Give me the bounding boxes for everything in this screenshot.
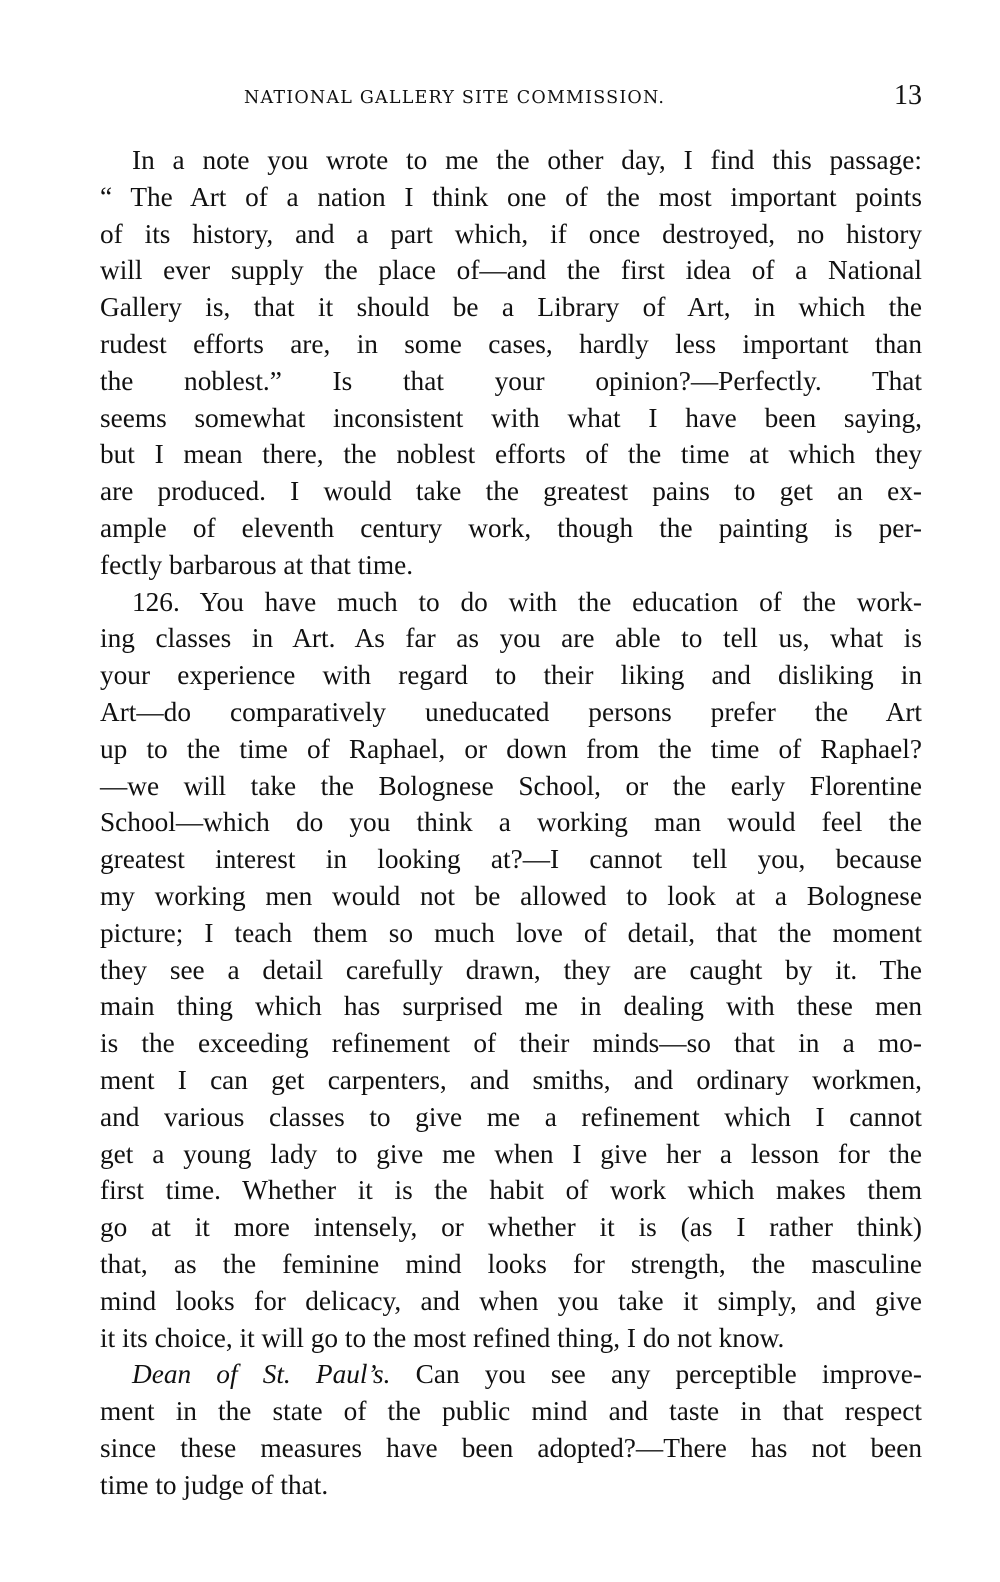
text-line: but I mean there, the noblest efforts of the time at which they	[100, 439, 922, 470]
text-line: ment in the state of the public mind and taste in that respect	[100, 1396, 922, 1427]
text-line: greatest interest in looking at?—I cannot tell you, because	[100, 844, 922, 875]
text-line: they see a detail carefully drawn, they are caught by it. The	[100, 954, 922, 985]
text-line: get a young lady to give me when I give her a lesson for the	[100, 1138, 922, 1169]
text-line: “ The Art of a nation I think one of the most important points	[100, 181, 922, 212]
text-line: ample of eleventh century work, though the painting is per-	[100, 512, 922, 543]
text-line: up to the time of Raphael, or down from the time of Raphael?	[100, 733, 922, 764]
text-line	[100, 1356, 922, 1393]
body-text	[100, 142, 922, 1503]
text-line: ment I can get carpenters, and smiths, and ordinary workmen,	[100, 1064, 922, 1095]
text-line: your experience with regard to their liking and disliking in	[100, 660, 922, 691]
text-line: 126. You have much to do with the education of the work-	[132, 586, 922, 617]
paragraph-question-126	[100, 584, 922, 1357]
paragraph-dean-question	[100, 1356, 922, 1503]
paragraph-note-passage	[100, 142, 922, 584]
text-line: first time. Whether it is the habit of work which makes them	[100, 1175, 922, 1206]
text-line: main thing which has surprised me in dealing with these men	[100, 991, 922, 1022]
text-line: seems somewhat inconsistent with what I have been saying,	[100, 402, 922, 433]
text-line: Art—do comparatively uneducated persons prefer the Art	[100, 696, 922, 727]
speaker-name: Dean of St. Paul’s.	[132, 1359, 391, 1390]
text-line: that, as the feminine mind looks for strength, the masculine	[100, 1248, 922, 1279]
text-line: mind looks for delicacy, and when you take it simply, and give	[100, 1285, 922, 1316]
running-title: NATIONAL GALLERY SITE COMMISSION.	[244, 88, 666, 108]
page-number: 13	[894, 80, 922, 111]
text-line: of its history, and a part which, if once destroyed, no history	[100, 218, 922, 249]
text-line: School—which do you think a working man would feel the	[100, 807, 922, 838]
text-line: the noblest.” Is that your opinion?—Perfectly. That	[100, 365, 922, 396]
text-line: —we will take the Bolognese School, or the early Florentine	[100, 770, 922, 801]
speaker-question-start: Can you see any perceptible improve-	[415, 1359, 922, 1390]
text-line: go at it more intensely, or whether it is (as I rather think)	[100, 1212, 922, 1243]
text-line: rudest efforts are, in some cases, hardly less important than	[100, 328, 922, 359]
text-line: fectly barbarous at that time.	[100, 549, 414, 580]
text-line: my working men would not be allowed to look at a Bolognese	[100, 880, 922, 911]
text-line: it its choice, it will go to the most refined thing, I do not know.	[100, 1322, 785, 1353]
text-line: ing classes in Art. As far as you are able to tell us, what is	[100, 623, 922, 654]
text-line: is the exceeding refinement of their minds—so that in a mo-	[100, 1028, 922, 1059]
text-line: and various classes to give me a refinement which I cannot	[100, 1101, 922, 1132]
text-line: are produced. I would take the greatest pains to get an ex-	[100, 476, 922, 507]
text-line: will ever supply the place of—and the first idea of a National	[100, 255, 922, 286]
text-line: Gallery is, that it should be a Library of Art, in which the	[100, 292, 922, 323]
text-line: since these measures have been adopted?—There has not been	[100, 1432, 922, 1463]
running-header	[100, 82, 922, 116]
text-line: In a note you wrote to me the other day, I find this passage:	[132, 145, 922, 175]
text-line: picture; I teach them so much love of detail, that the moment	[100, 917, 922, 948]
text-line: time to judge of that.	[100, 1469, 329, 1500]
